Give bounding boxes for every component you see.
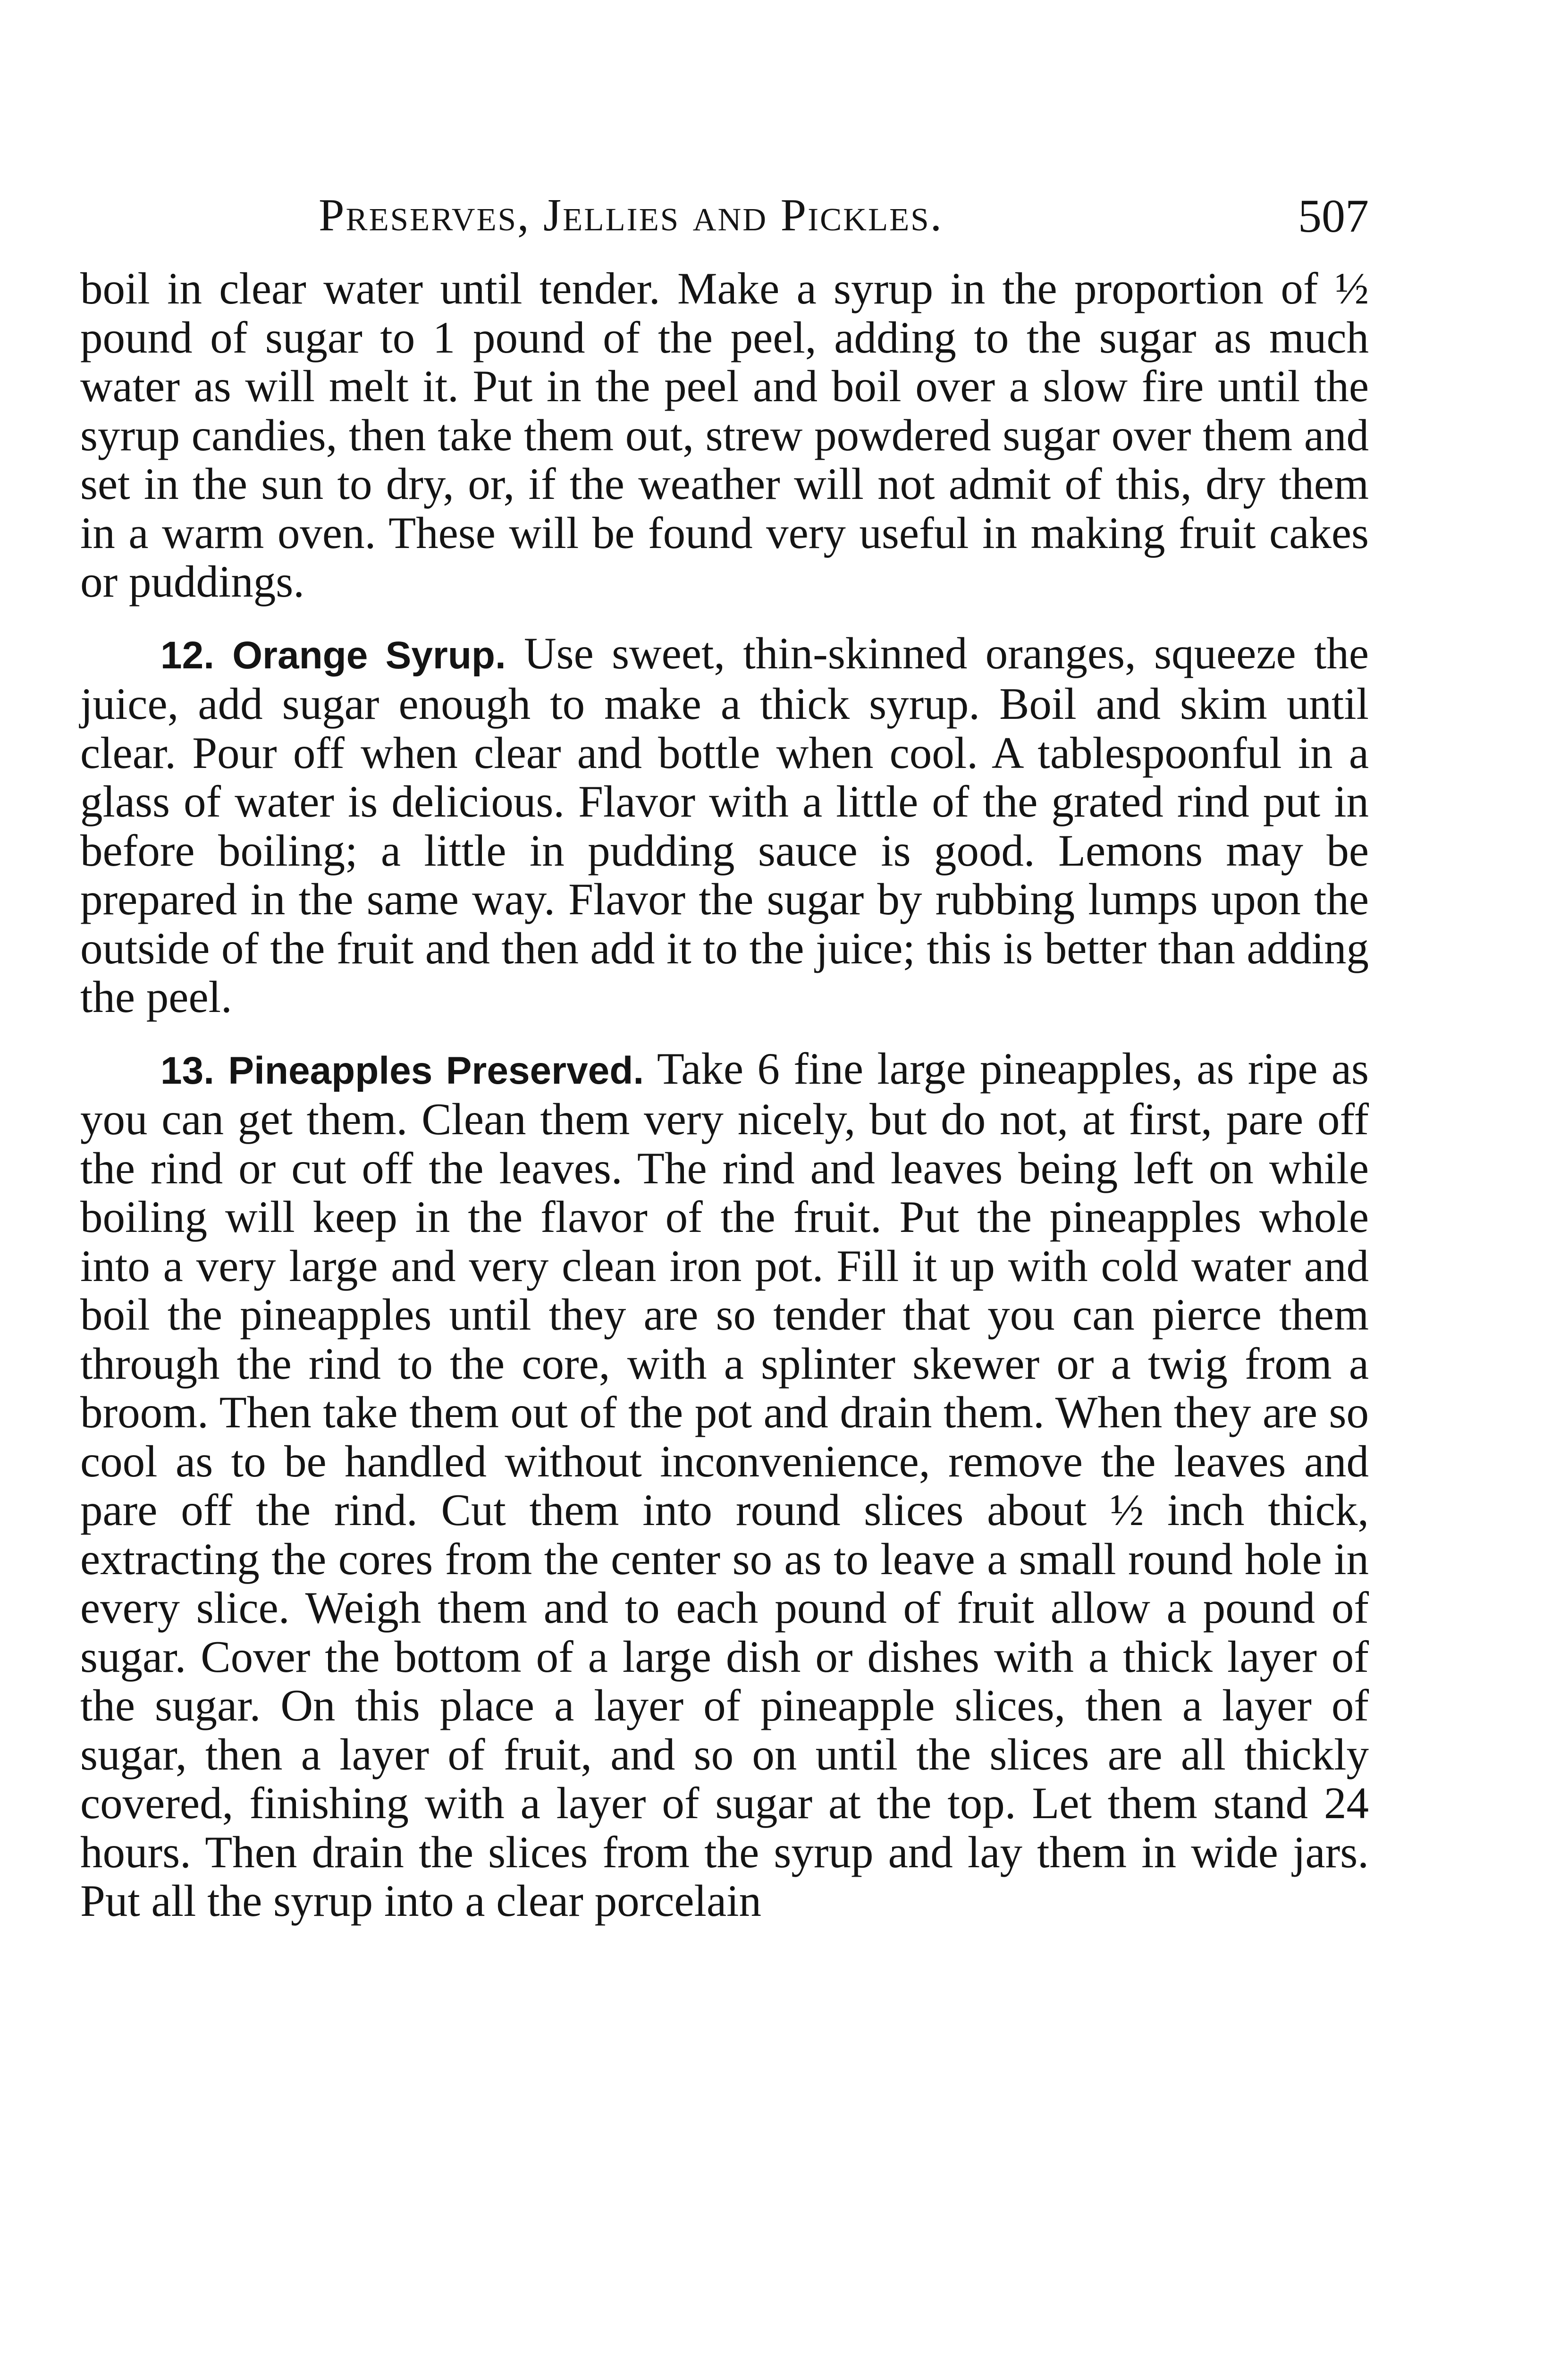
paragraph-continuation: [80, 264, 1369, 607]
recipe-heading: Orange Syrup.: [232, 633, 506, 677]
book-page: [80, 184, 1369, 1926]
recipe-number: 13.: [160, 1049, 214, 1092]
running-head: [80, 184, 1369, 245]
recipe-number: 12.: [160, 633, 214, 677]
paragraph-text: boil in clear water until tender. Make a syrup in the proportion of ½ pound of sugar to 1 pound of the peel, adding to the sugar as much water as will melt it. Put in the peel and boil over a slow fire until the syrup candies, then take them out, strew powdered sugar over them and set in the sun to dry, or, if the weather will not admit of this, dry them in a warm oven. These will be found very useful in making fruit cakes or puddings.: [80, 263, 1369, 607]
recipe-text: Take 6 fine large pineapples, as ripe as you can get them. Clean them very nicely, but do not, at first, pare off the rind or cut off the leaves. The rind and leaves being left on while boiling will keep in the flavor of the fruit. Put the pineapples whole into a very large and very clean iron pot. Fill it up with cold water and boil the pineapples until they are so tender that you can pierce them through the rind to the core, with a splinter skewer or a twig from a broom. Then take them out of the pot and drain them. When they are so cool as to be handled without inconvenience, remove the leaves and pare off the rind. Cut them into round slices about ½ inch thick, extracting the cores from the center so as to leave a small round hole in every slice. Weigh them and to each pound of fruit allow a pound of sugar. Cover the bottom of a large dish or dishes with a thick layer of the sugar. On this place a layer of pineapple slices, then a layer of sugar, then a layer of fruit, and so on until the slices are all thickly covered, finishing with a layer of sugar at the top. Let them stand 24 hours. Then drain the slices from the syrup and lay them in wide jars. Put all the syrup into a clear porcelain: [80, 1043, 1369, 1926]
running-title: Preserves, Jellies and Pickles.: [319, 190, 944, 241]
page-number: 507: [1298, 190, 1369, 242]
recipe-text: Use sweet, thin-skinned oranges, squeeze the juice, add sugar enough to make a thick syrup. Boil and skim until clear. Pour off when clear and bottle when cool. A tablespoonful in a glass of water is delicious. Flavor with a little of the grated rind put in before boiling; a little in pudding sauce is good. Lemons may be prepared in the same way. Flavor the sugar by rubbing lumps upon the outside of the fruit and then add it to the juice; this is better than adding the peel.: [80, 628, 1369, 1022]
recipe-heading: Pineapples Preserved.: [228, 1049, 644, 1092]
recipe-pineapples-preserved: [80, 1045, 1369, 1926]
recipe-orange-syrup: [80, 629, 1369, 1022]
body-text: [80, 264, 1369, 1926]
